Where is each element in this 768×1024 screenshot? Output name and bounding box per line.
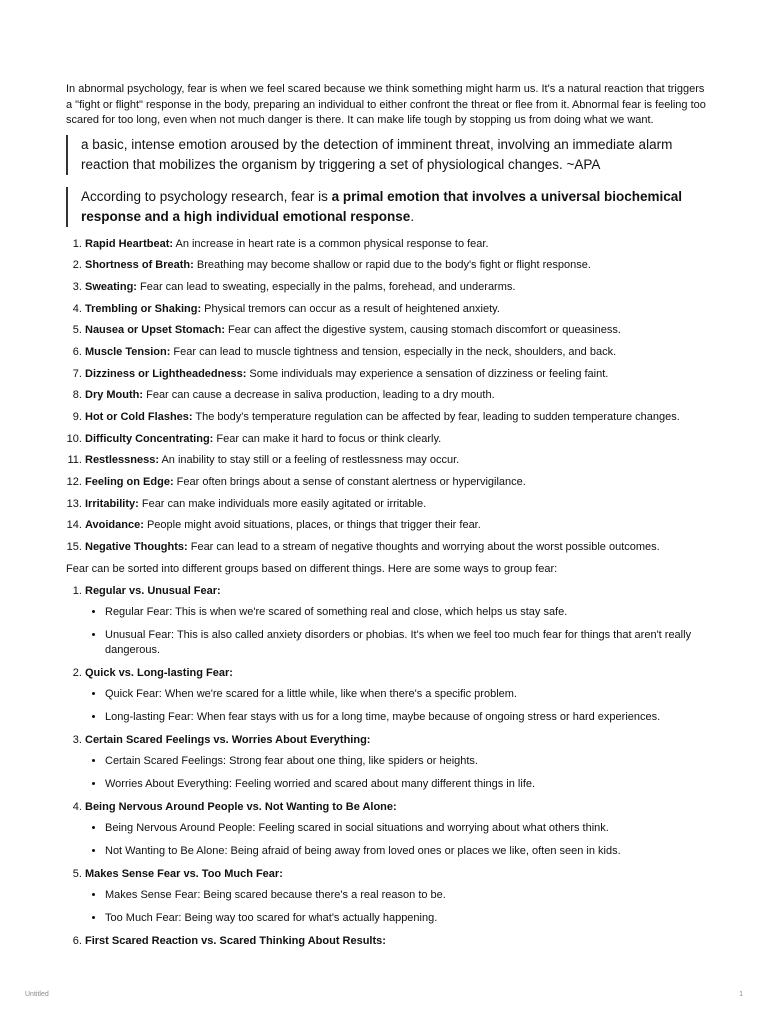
symptom-desc: Fear can make it hard to focus or think clearly. — [213, 432, 442, 445]
group-subitem: • Unusual Fear: This is also called anxiety disorders or phobias. It's when we feel too much fear for things that aren't really dangerous. — [105, 628, 706, 659]
symptom-desc: Fear can lead to a stream of negative thoughts and worrying about the worst possible outcomes. — [187, 541, 660, 554]
group-subitems — [85, 754, 706, 793]
group-title: Being Nervous Around People vs. Not Wanting to Be Alone: — [85, 801, 397, 814]
symptom-item — [85, 388, 706, 402]
group-item — [85, 800, 706, 860]
group-title: Certain Scared Feelings vs. Worries About Everything: — [85, 734, 371, 747]
symptom-term: Dizziness or Lightheadedness: — [85, 367, 247, 380]
research-quote-pre: According to psychology research, fear is — [81, 188, 332, 204]
symptom-item — [85, 280, 706, 294]
symptom-item — [85, 367, 706, 381]
symptom-term: Hot or Cold Flashes: — [85, 411, 193, 423]
document-body — [66, 82, 706, 955]
symptom-item — [85, 518, 706, 532]
symptom-term: Avoidance: — [85, 519, 144, 532]
symptom-item — [85, 258, 706, 272]
group-title: Quick vs. Long-lasting Fear: — [85, 667, 233, 680]
symptom-term: Negative Thoughts: — [85, 541, 188, 554]
symptom-desc: Fear can cause a decrease in saliva production, leading to a dry mouth. — [143, 389, 495, 402]
group-subitems — [85, 888, 706, 927]
symptom-desc: Fear can affect the digestive system, causing stomach discomfort or queasiness. — [224, 324, 621, 337]
group-subitem: • Worries About Everything: Feeling worried and scared about many different things in life. — [105, 777, 706, 793]
symptom-term: Rapid Heartbeat: — [85, 237, 174, 250]
symptom-item — [85, 453, 706, 467]
group-subitem: • Quick Fear: When we're scared for a little while, like when there's a specific problem. — [105, 687, 706, 703]
group-subitem: • Certain Scared Feelings: Strong fear about one thing, like spiders or heights. — [105, 754, 706, 770]
group-subitem: • Not Wanting to Be Alone: Being afraid of being away from loved ones or places we like, often seen in kids. — [105, 844, 706, 860]
symptom-term: Restlessness: — [85, 454, 159, 467]
group-item — [85, 666, 706, 726]
apa-definition-quote — [66, 135, 706, 175]
groups-lead-paragraph: Fear can be sorted into different groups based on different things. Here are some ways to group fear: — [66, 562, 558, 575]
group-subitem: • Too Much Fear: Being way too scared for what's actually happening. — [105, 911, 706, 927]
symptom-item — [85, 540, 706, 554]
symptom-term: Sweating: — [85, 280, 137, 293]
research-quote-post: . — [410, 208, 415, 224]
research-definition-quote — [66, 187, 706, 227]
symptom-desc: Fear can lead to sweating, especially in the palms, forehead, and underarms. — [136, 280, 516, 293]
symptom-term: Irritability: — [85, 497, 139, 510]
symptom-term: Trembling or Shaking: — [85, 302, 202, 315]
group-item — [85, 934, 706, 948]
symptom-term: Nausea or Upset Stomach: — [85, 324, 225, 337]
symptom-term: Muscle Tension: — [85, 345, 171, 358]
symptom-item — [85, 302, 706, 316]
group-subitem: • Long-lasting Fear: When fear stays with us for a long time, maybe because of ongoing stress or hard experiences. — [105, 710, 706, 726]
research-quote-bold: a primal emotion that involves a universal biochemical response and a high individual emotional response — [81, 188, 682, 224]
symptom-desc: People might avoid situations, places, or things that trigger their fear. — [143, 519, 481, 532]
symptom-item — [85, 237, 706, 251]
apa-definition-text: a basic, intense emotion aroused by the detection of imminent threat, involving an immediate alarm reaction that mobilizes the organism by triggering a set of physiological changes. ~APA — [81, 136, 673, 172]
symptom-item — [85, 410, 706, 424]
group-item — [85, 867, 706, 927]
group-subitem: • Regular Fear: This is when we're scared of something real and close, which helps us stay safe. — [105, 605, 706, 621]
symptoms-list — [66, 237, 706, 555]
group-subitem: • Being Nervous Around People: Feeling scared in social situations and worrying about what others think. — [105, 821, 706, 837]
symptom-desc: Fear can make individuals more easily agitated or irritable. — [138, 497, 427, 510]
symptom-term: Feeling on Edge: — [85, 476, 174, 489]
footer-page-number: 1 — [739, 991, 743, 998]
group-subitems — [85, 821, 706, 860]
group-item — [85, 584, 706, 659]
symptom-desc: Some individuals may experience a sensation of dizziness or feeling faint. — [246, 367, 609, 380]
symptom-desc: Physical tremors can occur as a result of heightened anxiety. — [201, 302, 500, 315]
group-title: Makes Sense Fear vs. Too Much Fear: — [85, 868, 283, 881]
fear-groups-list — [66, 584, 706, 949]
group-subitems — [85, 687, 706, 726]
group-title: First Scared Reaction vs. Scared Thinking About Results: — [85, 935, 386, 948]
symptom-desc: Fear often brings about a sense of constant alertness or hypervigilance. — [173, 476, 526, 489]
symptom-item — [85, 475, 706, 489]
symptom-term: Difficulty Concentrating: — [85, 432, 214, 445]
symptom-item — [85, 323, 706, 337]
intro-paragraph: In abnormal psychology, fear is when we feel scared because we think something might harm us. It's a natural reaction that triggers a "fight or flight" response in the body, preparing an individual to either confront the threat or flee from it. Abnormal fear is feeling too scared for too long, even when not much danger is there. It can make life tough by stopping us from doing what we want. — [66, 83, 706, 126]
symptom-term: Dry Mouth: — [85, 389, 144, 402]
symptom-desc: An increase in heart rate is a common physical response to fear. — [173, 237, 489, 250]
symptom-item — [85, 345, 706, 359]
footer-document-title: Untitled — [25, 991, 49, 998]
group-title: Regular vs. Unusual Fear: — [85, 584, 221, 597]
symptom-desc: The body's temperature regulation can be affected by fear, leading to sudden temperature changes. — [192, 411, 680, 423]
symptom-desc: Fear can lead to muscle tightness and tension, especially in the neck, shoulders, and back. — [170, 345, 617, 358]
group-item — [85, 733, 706, 793]
group-subitems — [85, 605, 706, 659]
symptom-desc: Breathing may become shallow or rapid due to the body's fight or flight response. — [193, 259, 591, 272]
symptom-term: Shortness of Breath: — [85, 259, 194, 272]
symptom-item — [85, 432, 706, 446]
symptom-item — [85, 497, 706, 511]
group-subitem: • Makes Sense Fear: Being scared because there's a real reason to be. — [105, 888, 706, 904]
symptom-desc: An inability to stay still or a feeling of restlessness may occur. — [159, 454, 460, 467]
